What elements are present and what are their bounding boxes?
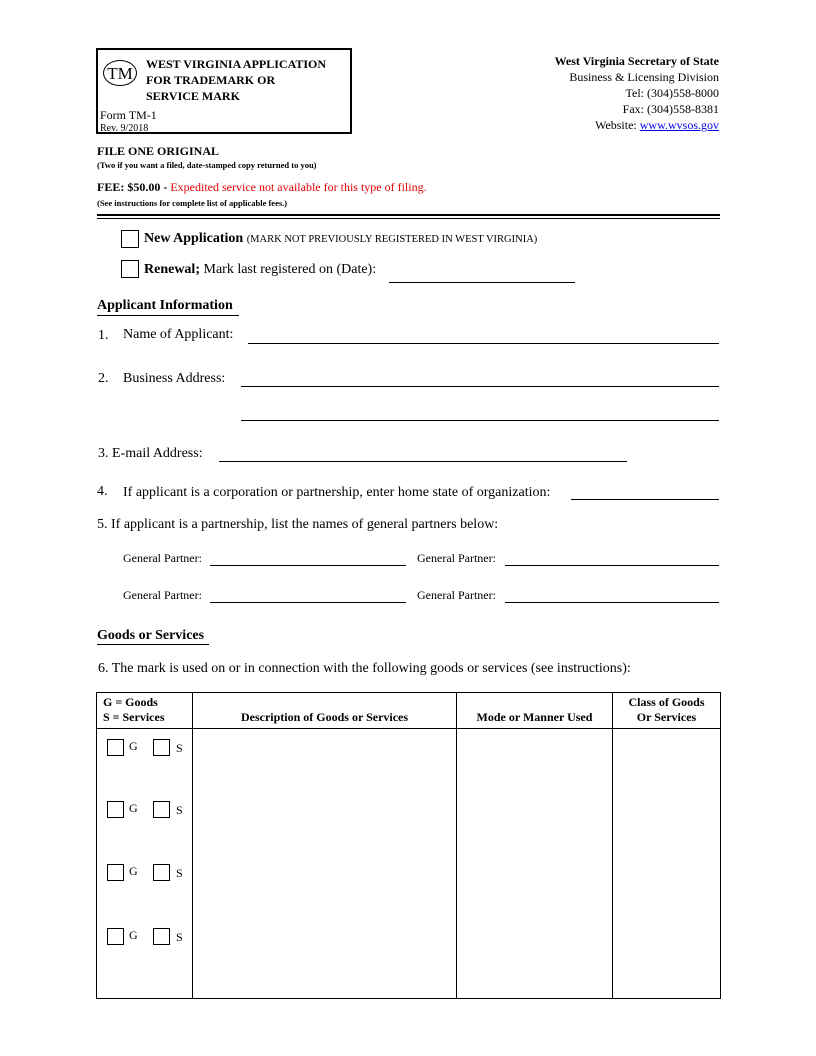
q4-label: If applicant is a corporation or partnership, enter home state of organization: bbox=[123, 485, 551, 500]
q3-label: 3. E-mail Address: bbox=[98, 446, 203, 461]
fee-amount: FEE: $50.00 bbox=[97, 180, 161, 194]
goods-checkbox[interactable] bbox=[107, 739, 124, 756]
renewal-text: Mark last registered on (Date): bbox=[203, 262, 377, 277]
form-title bbox=[146, 56, 326, 104]
divider-thin bbox=[97, 218, 720, 219]
divider-thick bbox=[97, 214, 720, 216]
col-header-class-line-1: Class of Goods bbox=[628, 695, 705, 709]
applicant-name-field[interactable] bbox=[248, 343, 719, 344]
office-website bbox=[555, 117, 719, 133]
services-label: S bbox=[176, 930, 183, 944]
form-number: Form TM-1 bbox=[100, 108, 157, 122]
applicant-heading-underline bbox=[97, 315, 239, 316]
form-title-line-3: SERVICE MARK bbox=[146, 89, 240, 103]
email-field[interactable] bbox=[219, 461, 627, 462]
goods-label: G bbox=[129, 739, 138, 753]
services-label: S bbox=[176, 741, 183, 755]
form-title-line-1: WEST VIRGINIA APPLICATION bbox=[146, 57, 327, 71]
form-revision: Rev. 9/2018 bbox=[100, 123, 149, 134]
general-partner-field-2[interactable] bbox=[505, 565, 719, 566]
goods-services-table bbox=[96, 692, 721, 999]
general-partner-field-3[interactable] bbox=[210, 602, 406, 603]
new-application-checkbox[interactable] bbox=[121, 230, 139, 248]
office-fax: Fax: (304)558-8381 bbox=[622, 102, 719, 116]
col-header-type bbox=[103, 695, 165, 725]
q1-label: Name of Applicant: bbox=[123, 327, 234, 342]
general-partner-field-1[interactable] bbox=[210, 565, 406, 566]
business-address-field-1[interactable] bbox=[241, 386, 719, 387]
goods-heading: Goods or Services bbox=[97, 628, 205, 643]
goods-heading-underline bbox=[97, 644, 209, 645]
applicant-heading: Applicant Information bbox=[97, 298, 233, 313]
table-col-divider bbox=[612, 692, 613, 999]
renewal-date-field[interactable] bbox=[389, 282, 575, 283]
services-checkbox[interactable] bbox=[153, 739, 170, 756]
general-partner-label: General Partner: bbox=[417, 588, 496, 602]
q1-number: 1. bbox=[98, 328, 109, 343]
general-partner-label: General Partner: bbox=[417, 551, 496, 565]
col-header-class bbox=[613, 695, 720, 725]
fee-line bbox=[97, 180, 427, 195]
goods-label: G bbox=[129, 928, 138, 942]
business-address-field-2[interactable] bbox=[241, 420, 719, 421]
table-header-divider bbox=[96, 728, 721, 729]
form-title-line-2: FOR TRADEMARK OR bbox=[146, 73, 276, 87]
renewal-checkbox[interactable] bbox=[121, 260, 139, 278]
services-label: S bbox=[176, 803, 183, 817]
goods-label: G bbox=[129, 801, 138, 815]
goods-checkbox[interactable] bbox=[107, 864, 124, 881]
fee-warning: Expedited service not available for this type of filing. bbox=[170, 180, 427, 194]
fee-dash: - bbox=[160, 180, 171, 194]
office-name: West Virginia Secretary of State bbox=[554, 54, 719, 68]
fee-note: (See instructions for complete list of applicable fees.) bbox=[97, 198, 288, 208]
new-application-note: (MARK NOT PREVIOUSLY REGISTERED IN WEST VIRGINIA) bbox=[246, 234, 538, 245]
services-checkbox[interactable] bbox=[153, 864, 170, 881]
general-partner-label: General Partner: bbox=[123, 551, 202, 565]
office-info bbox=[555, 53, 719, 133]
website-link[interactable]: www.wvsos.gov bbox=[639, 118, 719, 132]
file-note: (Two if you want a filed, date-stamped copy returned to you) bbox=[97, 160, 317, 170]
goods-checkbox[interactable] bbox=[107, 928, 124, 945]
services-checkbox[interactable] bbox=[153, 801, 170, 818]
renewal-label: Renewal; bbox=[144, 262, 200, 277]
home-state-field[interactable] bbox=[571, 499, 719, 500]
new-application-option bbox=[144, 231, 537, 247]
col-header-mode: Mode or Manner Used bbox=[476, 710, 593, 724]
office-division: Business & Licensing Division bbox=[569, 70, 719, 84]
new-application-label: New Application bbox=[144, 231, 244, 246]
col-header-class-line-2: Or Services bbox=[636, 710, 697, 724]
goods-label: G bbox=[129, 864, 138, 878]
table-col-divider bbox=[456, 692, 457, 999]
table-col-divider bbox=[192, 692, 193, 999]
general-partner-label: General Partner: bbox=[123, 588, 202, 602]
services-label: S bbox=[176, 866, 183, 880]
col-header-type-line-1: G = Goods bbox=[103, 695, 158, 709]
col-header-description: Description of Goods or Services bbox=[240, 710, 409, 724]
general-partner-field-4[interactable] bbox=[505, 602, 719, 603]
goods-checkbox[interactable] bbox=[107, 801, 124, 818]
website-label: Website: bbox=[595, 118, 640, 132]
q2-label: Business Address: bbox=[123, 371, 226, 386]
col-header-type-line-2: S = Services bbox=[103, 710, 165, 724]
q4-number: 4. bbox=[97, 484, 108, 499]
office-tel: Tel: (304)558-8000 bbox=[625, 86, 719, 100]
q6-label: 6. The mark is used on or in connection with the following goods or services (see instructions): bbox=[98, 661, 631, 676]
q2-number: 2. bbox=[98, 371, 109, 386]
q5-label: 5. If applicant is a partnership, list the names of general partners below: bbox=[97, 517, 499, 532]
services-checkbox[interactable] bbox=[153, 928, 170, 945]
tm-seal: TM bbox=[103, 60, 137, 86]
file-one-original: FILE ONE ORIGINAL bbox=[97, 144, 220, 158]
renewal-option bbox=[144, 262, 376, 278]
